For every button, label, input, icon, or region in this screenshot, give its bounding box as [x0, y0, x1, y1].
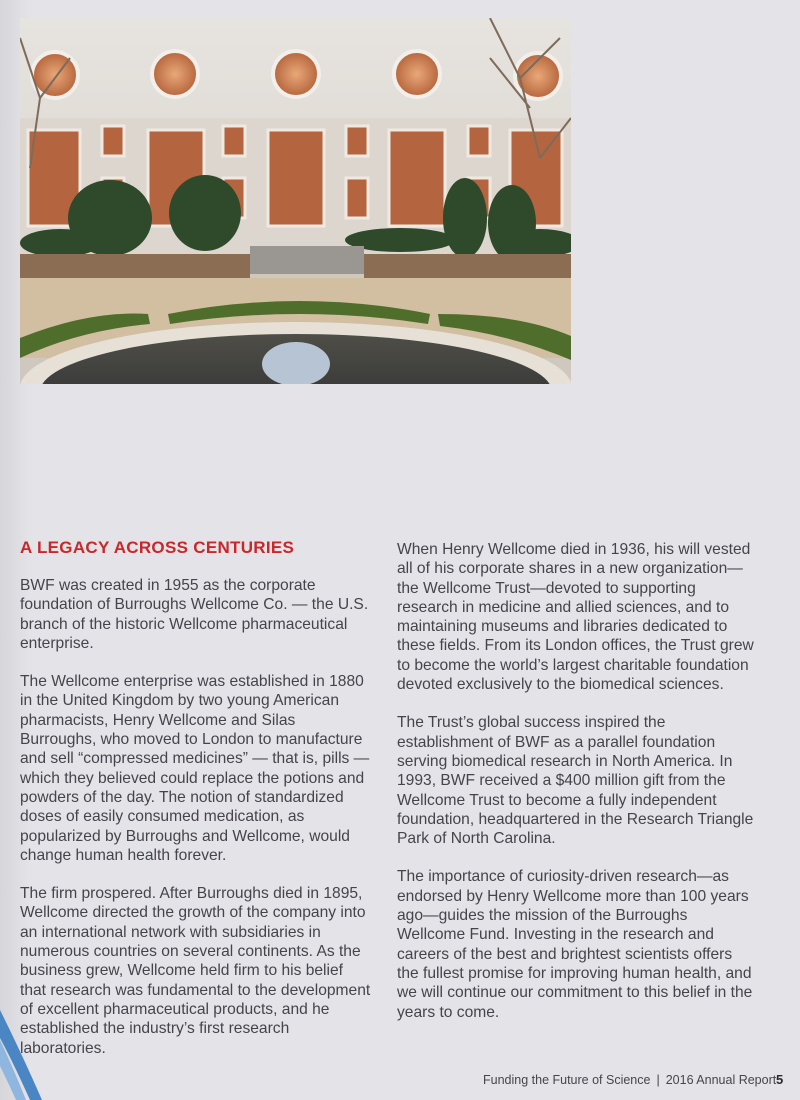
paragraph-wellcome-trust: When Henry Wellcome died in 1936, his will vested all of his corporate shares in a new organization—the Wellcome Trust—devoted to supporting research in medicine and allied sciences, and to maintaining museums and libraries dedicated to these fields. From its London offices, the Trust grew to become the world’s largest charitable foundation devoted exclusively to the biomedical sciences. — [397, 541, 754, 694]
left-column — [20, 537, 372, 1077]
section-heading: A LEGACY ACROSS CENTURIES — [20, 538, 295, 557]
courtyard-illustration — [20, 18, 571, 384]
page-footer — [483, 1073, 783, 1087]
paragraph-wellcome-enterprise: The Wellcome enterprise was established in 1880 in the United Kingdom by two young American pharmacists, Henry Wellcome and Silas Burroughs, who moved to London to manufacture and sell “compressed medicines” — that is, pills — which they believed could replace the potions and powders of the day. The notion of standardized doses of easily consumed medication, as popularized by Burroughs and Wellcome, would change human health forever. — [20, 673, 370, 864]
courtyard-photo — [20, 18, 571, 384]
footer-report: 2016 Annual Report — [665, 1073, 777, 1087]
paragraph-firm-prospered: The firm prospered. After Burroughs died in 1895, Wellcome directed the growth of the company into an international network with subsidiaries in numerous countries on several continents. As the business grew, Wellcome held firm to his belief that research was fundamental to the development of excellent pharmaceutical products, and he established the industry’s first research laboratories. — [20, 885, 371, 1057]
decorative-swoosh — [0, 1000, 60, 1100]
footer-publication: Funding the Future of Science — [483, 1073, 651, 1087]
paragraph-mission: The importance of curiosity-driven research—as endorsed by Henry Wellcome more than 100 years ago—guides the mission of the Burroughs Wellcome Fund. Investing in the research and careers of the best and brightest scientists offers the fullest promise for improving human health, and we will continue our commitment to this belief in the years to come. — [397, 868, 753, 1021]
paragraph-bwf-establishment: The Trust’s global success inspired the establishment of BWF as a parallel foundation serving biomedical research in North America. In 1993, BWF received a $400 million gift from the Wellcome Trust to become a fully independent foundation, headquartered in the Research Triangle Park of North Carolina. — [397, 714, 754, 848]
paragraph-bwf-origin: BWF was created in 1955 as the corporate foundation of Burroughs Wellcome Co. — the U.S. branch of the historic Wellcome pharmaceutical enterprise. — [20, 577, 369, 652]
page-number: 5 — [776, 1072, 784, 1087]
right-column — [397, 540, 757, 1041]
footer-separator: | — [656, 1073, 660, 1087]
